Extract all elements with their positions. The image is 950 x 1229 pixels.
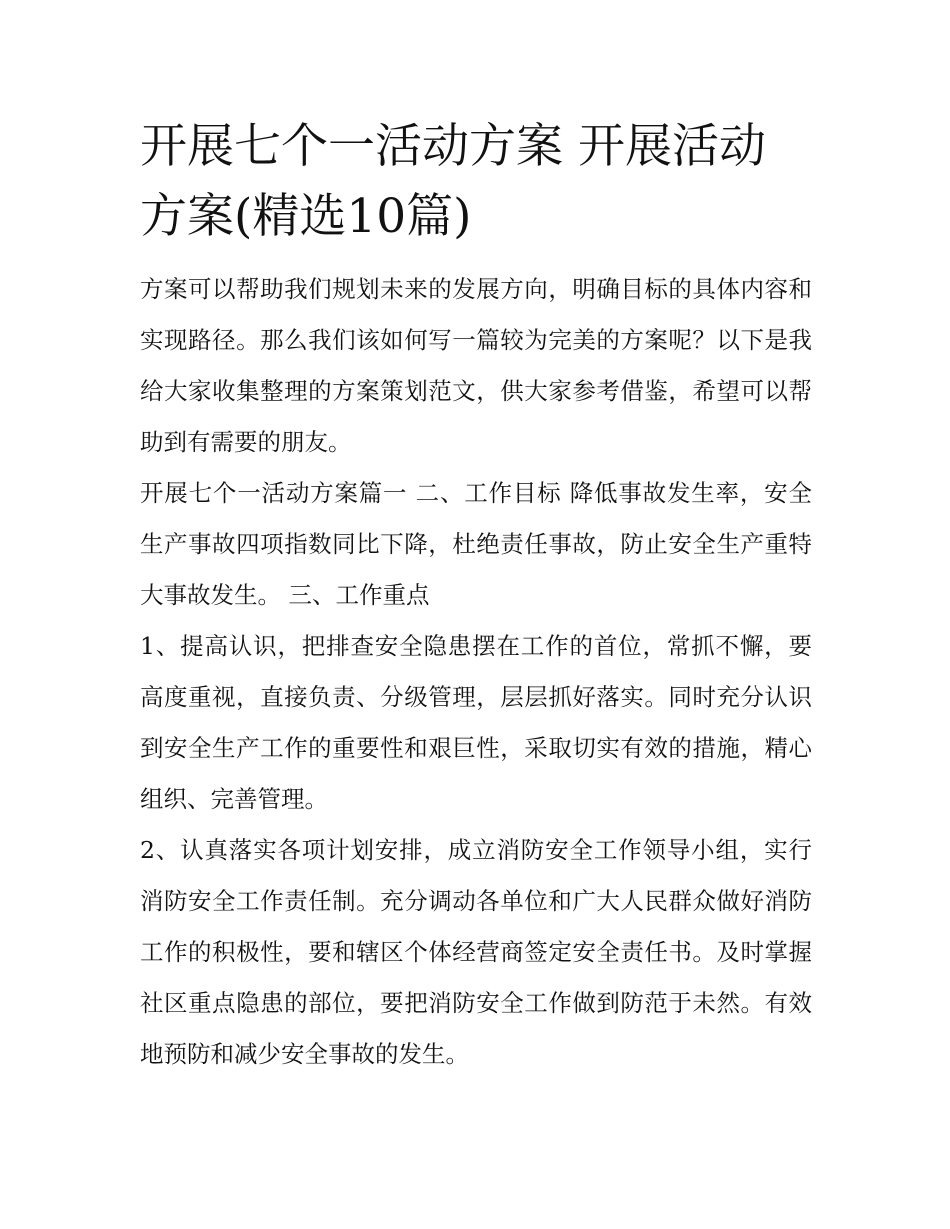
document-body bbox=[140, 112, 812, 1080]
paragraph-section-one: 开展七个一活动方案篇一 二、工作目标 降低事故发生率，安全生产事故四项指数同比下降，杜绝责任事故，防止安全生产重特大事故发生。 三、工作重点 bbox=[140, 479, 812, 609]
paragraph-item-1: 1、提高认识，把排查安全隐患摆在工作的首位，常抓不懈，要高度重视，直接负责、分级管理，层层抓好落实。同时充分认识到安全生产工作的重要性和艰巨性，采取切实有效的措施，精心组织、完善管理。 bbox=[140, 632, 812, 813]
document-title: 开展七个一活动方案 开展活动方案(精选10篇) bbox=[140, 119, 766, 244]
paragraph-intro: 方案可以帮助我们规划未来的发展方向，明确目标的具体内容和实现路径。那么我们该如何写一篇较为完美的方案呢？以下是我给大家收集整理的方案策划范文，供大家参考借鉴，希望可以帮助到有需要的朋友。 bbox=[140, 275, 812, 456]
paragraph-item-2: 2、认真落实各项计划安排，成立消防安全工作领导小组，实行消防安全工作责任制。充分调动各单位和广大人民群众做好消防工作的积极性，要和辖区个体经营商签定安全责任书。及时掌握社区重点隐患的部位，要把消防安全工作做到防范于未然。有效地预防和减少安全事故的发生。 bbox=[140, 836, 812, 1068]
